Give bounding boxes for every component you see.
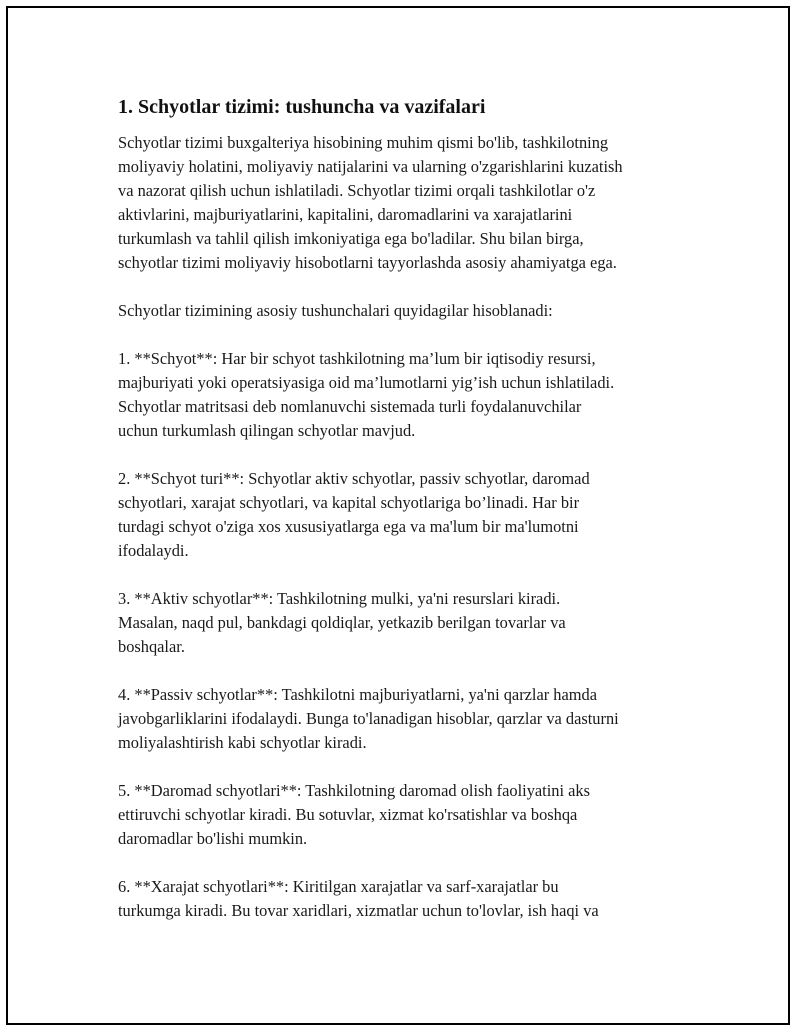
paragraph-concepts-lead — [118, 299, 698, 323]
text-line: turkumga kiradi. Bu tovar xaridlari, xizmatlar uchun to'lovlar, ish haqi va — [118, 901, 599, 920]
text-line: 5. **Daromad schyotlari**: Tashkilotning daromad olish faoliyatini aks — [118, 781, 590, 800]
text-line: Schyotlar matritsasi deb nomlanuvchi sistemada turli foydalanuvchilar — [118, 397, 582, 416]
text-line: daromadlar bo'lishi mumkin. — [118, 829, 308, 848]
text-line: Schyotlar tizimi buxgalteriya hisobining muhim qismi bo'lib, tashkilotning — [118, 133, 609, 152]
text-line: Schyotlar tizimining asosiy tushunchalari quyidagilar hisoblanadi: — [118, 301, 553, 320]
text-line: turkumlash va tahlil qilish imkoniyatiga ega bo'ladilar. Shu bilan birga, — [118, 229, 584, 248]
list-item-passiv-schyotlar — [118, 683, 698, 755]
list-item-daromad-schyotlari — [118, 779, 698, 851]
text-line: 3. **Aktiv schyotlar**: Tashkilotning mulki, ya'ni resurslari kiradi. — [118, 589, 561, 608]
document-title: 1. Schyotlar tizimi: tushuncha va vazifalari — [118, 96, 486, 118]
text-line: 1. **Schyot**: Har bir schyot tashkilotning ma’lum bir iqtisodiy resursi, — [118, 349, 596, 368]
text-line: turdagi schyot o'ziga xos xususiyatlarga ega va ma'lum bir ma'lumotni — [118, 517, 579, 536]
paragraph-intro — [118, 131, 698, 275]
text-line: schyotlar tizimi moliyaviy hisobotlarni tayyorlashda asosiy ahamiyatga ega. — [118, 253, 617, 272]
text-line: boshqalar. — [118, 637, 185, 656]
list-item-xarajat-schyotlari — [118, 875, 698, 923]
text-line: schyotlari, xarajat schyotlari, va kapital schyotlariga bo’linadi. Har bir — [118, 493, 580, 512]
text-line: javobgarliklarini ifodalaydi. Bunga to'lanadigan hisoblar, qarzlar va dasturni — [118, 709, 619, 728]
text-line: ettiruvchi schyotlar kiradi. Bu sotuvlar, xizmat ko'rsatishlar va boshqa — [118, 805, 578, 824]
text-line: moliyaviy holatini, moliyaviy natijalarini va ularning o'zgarishlarini kuzatish — [118, 157, 623, 176]
text-line: Masalan, naqd pul, bankdagi qoldiqlar, yetkazib berilgan tovarlar va — [118, 613, 566, 632]
text-line: va nazorat qilish uchun ishlatiladi. Schyotlar tizimi orqali tashkilotlar o'z — [118, 181, 596, 200]
list-item-aktiv-schyotlar — [118, 587, 698, 659]
text-line: 4. **Passiv schyotlar**: Tashkilotni majburiyatlarni, ya'ni qarzlar hamda — [118, 685, 598, 704]
document-body — [118, 93, 698, 947]
list-item-schyot — [118, 347, 698, 443]
text-line: 6. **Xarajat schyotlari**: Kiritilgan xarajatlar va sarf-xarajatlar bu — [118, 877, 559, 896]
text-line: uchun turkumlash qilingan schyotlar mavjud. — [118, 421, 416, 440]
text-line: ifodalaydi. — [118, 541, 189, 560]
text-line: aktivlarini, majburiyatlarini, kapitalini, daromadlarini va xarajatlarini — [118, 205, 573, 224]
text-line: 2. **Schyot turi**: Schyotlar aktiv schyotlar, passiv schyotlar, daromad — [118, 469, 590, 488]
text-line: majburiyati yoki operatsiyasiga oid ma’lumotlarni yig’ish uchun ishlatiladi. — [118, 373, 615, 392]
list-item-schyot-turi — [118, 467, 698, 563]
text-line: moliyalashtirish kabi schyotlar kiradi. — [118, 733, 367, 752]
